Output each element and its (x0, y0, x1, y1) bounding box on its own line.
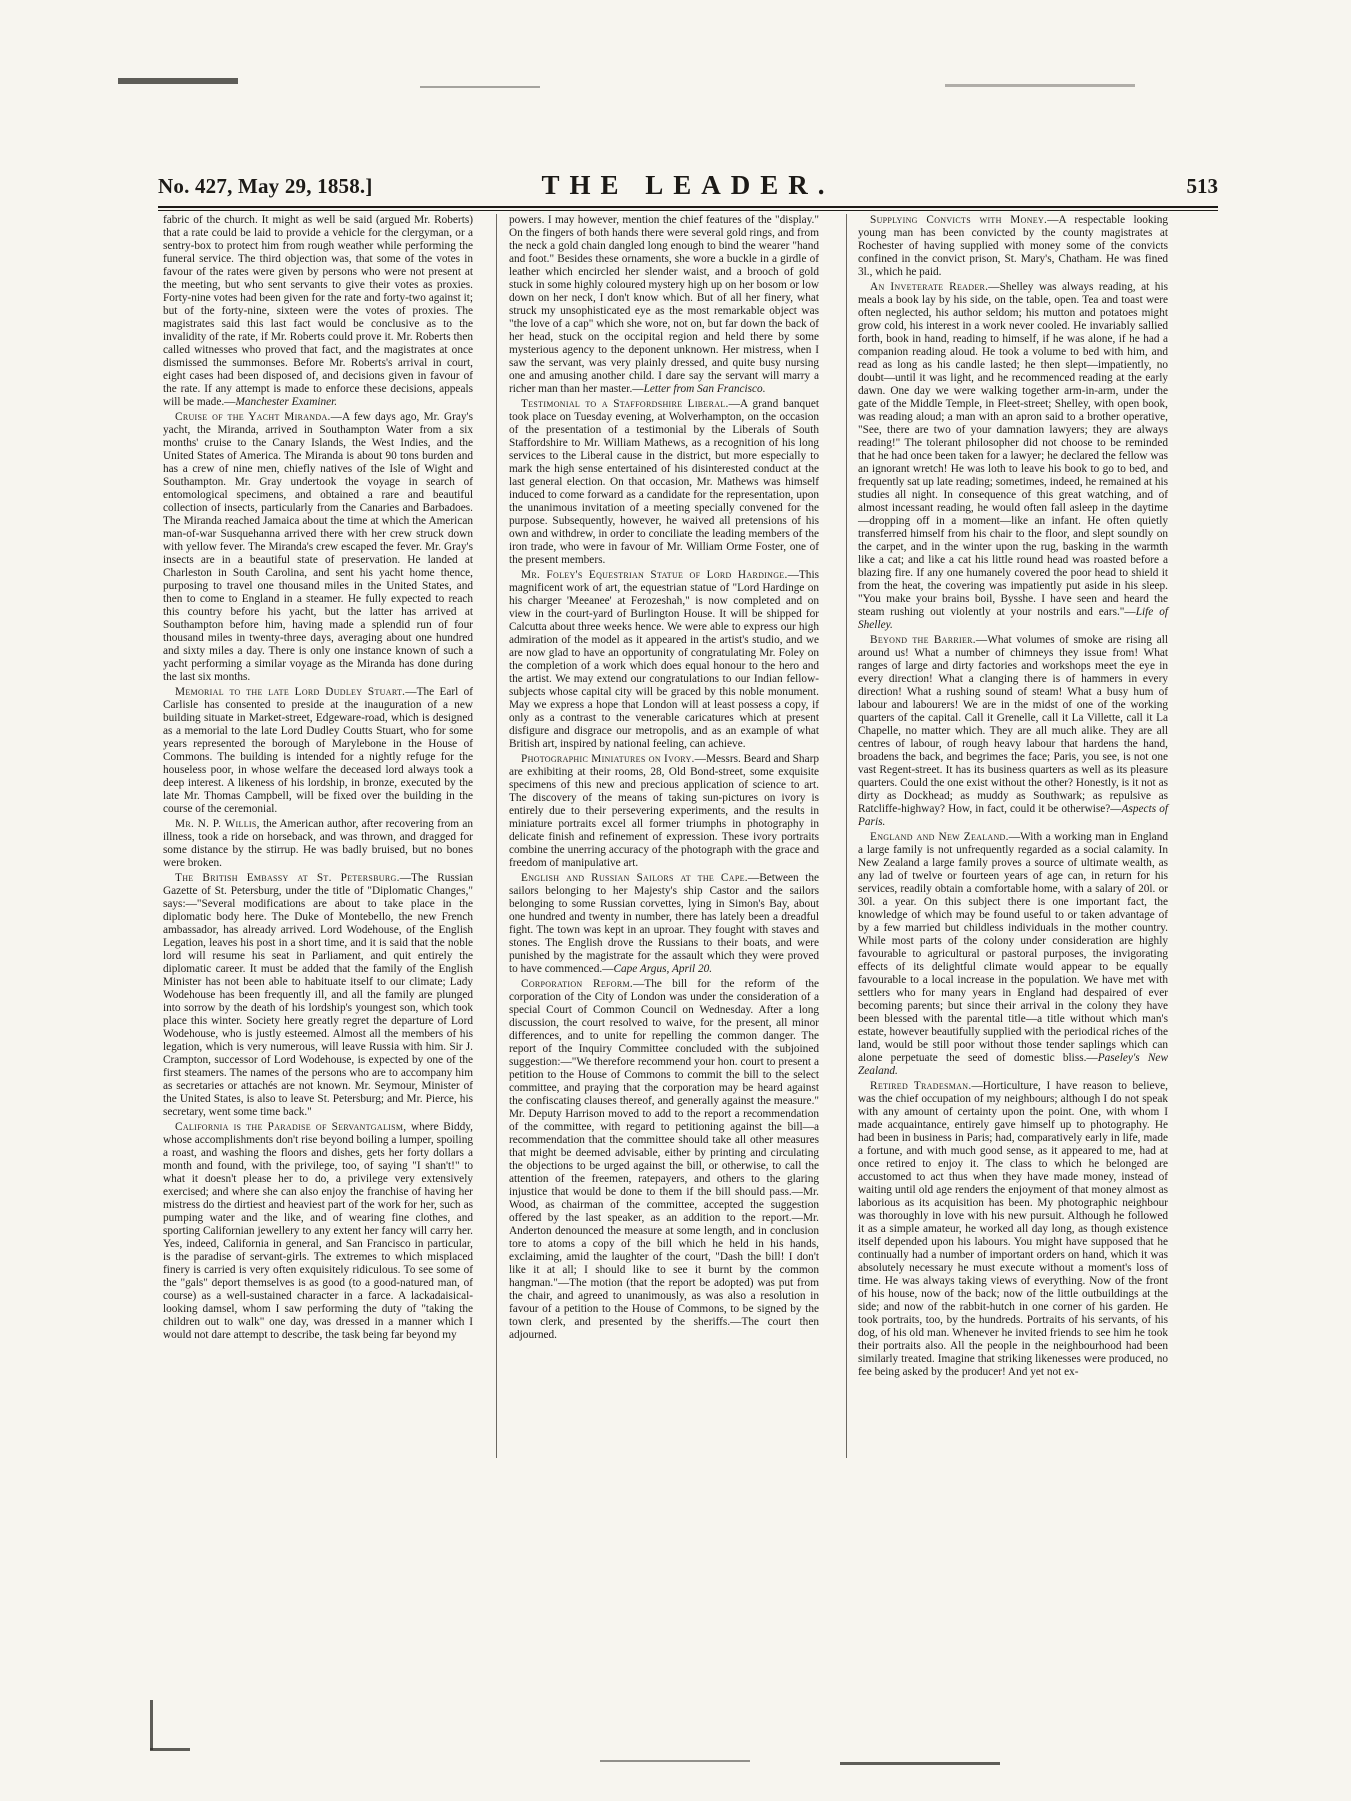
article-paragraph: The British Embassy at St. Petersburg.—The Russian Gazette of St. Petersburg, under the title of "Diplomatic Changes," says:—"Several modifications are about to take place in the diplomatic body here. The Duke of Montebello, the new French ambassador, has already arrived. Lord Wodehouse, of the English Legation, leaves his post in a short time, and it is said that the noble lord will resume his seat in Parliament, and quit entirely the diplomatic career. It must be added that the family of the English Minister has not been able to habituate itself to our climate; Lady Wodehouse has been frequently ill, and all the family are plunged into sorrow by the death of his lordship's youngest son, which took place this winter. Society here greatly regret the departure of Lord Wodehouse, who is justly esteemed. Almost all the members of his legation, which is very numerous, will leave Russia with him. Sir J. Crampton, successor of Lord Wodehouse, is expected by one of the first steamers. The names of the persons who are to accompany him as secretaries or attachés are not known. Mr. Seymour, Minister of the United States, is also to leave St. Petersburg; and Mr. Pierce, his secretary, went some time back." (163, 872, 473, 1118)
article-heading: An Inveterate Reader. (870, 281, 989, 293)
page-number: 513 (1186, 174, 1218, 198)
column-3 (858, 214, 1168, 1381)
article-paragraph: Testimonial to a Staffordshire Liberal.—A grand banquet took place on Tuesday evening, at Wolverhampton, on the occasion of the presentation of a testimonial by the Liberals of South Staffordshire to Mr. William Mathews, as a recognition of his long services to the Liberal cause in the district, but more especially to mark the high sense entertained of his disinterested conduct at the last general election. On that occasion, Mr. Mathews was himself induced to come forward as a candidate for the representation, upon the unanimous invitation of a meeting specially convened for the purpose. Subsequently, however, he waived all pretensions of his own and withdrew, in order to conciliate the leading members of the iron trade, who were in favour of Mr. William Orme Foster, one of the present members. (509, 398, 819, 566)
article-paragraph: Retired Tradesman.—Horticulture, I have reason to believe, was the chief occupation of my neighbours; although I do not speak with any amount of certainty upon the point. One, with whom I made acquaintance, entirely gave himself up to photography. He had been in business in Paris; had, comparatively early in life, made a fortune, and with much good sense, as it appeared to me, had at once retired to enjoy it. The class to which he belonged are accustomed to act thus when they have made money, instead of waiting until old age renders the enjoyment of that money almost as laborious as its acquisition has been. My photographic neighbour was thoroughly in love with his new pursuit. Although he followed it as a simple amateur, he worked all day long, as though existence itself depended upon his labours. You might have supposed that he continually had a number of important orders on hand, which it was absolutely necessary he must execute without a moment's loss of time. He was always taking views of everything. Now of the front of his house, now of the back; now of the little outbuildings at the side; and now of the rabbit-hutch in one corner of his garden. He took portraits, too, by the hundreds. Portraits of his servants, of his dog, of his old man. Whenever he invited friends to see him he took their portraits also. All the people in the neighbourhood had been similarly treated. Imagine that striking likenesses were produced, no fee being asked by the producer! And yet not ex- (858, 1080, 1168, 1378)
article-paragraph: Cruise of the Yacht Miranda.—A few days ago, Mr. Gray's yacht, the Miranda, arrived in Southampton Water from a six months' cruise to the Canary Islands, the West Indies, and the United States of America. The Miranda is about 90 tons burden and has a crew of nine men, chiefly natives of the Isle of Wight and Southampton. Mr. Gray undertook the voyage in search of entomological specimens, and obtained a rare and beautiful collection of insects, particularly from the Canaries and Barbadoes. The Miranda reached Jamaica about the time at which the American man-of-war Susquehanna arrived there with her crew struck down with yellow fever. The Miranda's crew escaped the fever. Mr. Gray's insects are in a beautiful state of preservation. He landed at Charleston in South Carolina, and sent his yacht home thence, purposing to travel one thousand miles in the United States, and then to come to England in a steamer. He fully expected to reach this country before his yacht, but the latter has arrived at Southampton before him, having made a splendid run of four thousand miles in twenty-three days, averaging about one hundred and sixty miles a day. There is only one instance known of such a yacht performing a similar voyage as the Miranda has done during the last six months. (163, 411, 473, 683)
article-paragraph: An Inveterate Reader.—Shelley was always reading, at his meals a book lay by his side, on the table, open. Tea and toast were often neglected, his author seldom; his mutton and potatoes might grow cold, his interest in a work never cooled. He invariably sallied forth, book in hand, reading to himself, if he was alone, if he had a companion reading aloud. He took a volume to bed with him, and read as long as his candle lasted; he then slept—impatiently, no doubt—until it was light, and he recommenced reading at the early dawn. One day we were walking together arm-in-arm, under the gate of the Middle Temple, in Fleet-street; Shelley, with open book, was reading aloud; a man with an apron said to a brother operative, "See, there are two of your damnation lawyers; they are always reading!" The tolerant philosopher did not choose to be reminded that he had once been taken for a lawyer; he declared the fellow was an ignorant wretch! He was loth to leave his book to go to bed, and frequently sat up late reading; sometimes, indeed, he remained at his studies all night. In consequence of this great watching, and of almost incessant reading, he would often fall asleep in the daytime—dropping off in a moment—like an infant. He often quietly transferred himself from his chair to the floor, and slept soundly on the carpet, and in the winter upon the rug, basking in the warmth like a cat; and like a cat his little round head was roasted before a blazing fire. If any one humanely covered the poor head to shield it from the heat, the covering was impatiently put aside in his sleep. "You make your brains boil, Bysshe. I have seen and heard the steam rushing out violently at your nostrils and ears."—Life of Shelley. (858, 281, 1169, 631)
newspaper-title: THE LEADER. (541, 170, 835, 200)
article-heading: Beyond the Barrier. (870, 634, 976, 646)
scan-mark-bottom-left (150, 1700, 153, 1750)
scan-smudge-top-center (420, 86, 540, 88)
masthead (158, 168, 1218, 208)
article-paragraph: Memorial to the late Lord Dudley Stuart.—The Earl of Carlisle has consented to preside at the inauguration of a new building situate in Market-street, Edgeware-road, which is designed as a memorial to the late Lord Dudley Coutts Stuart, who for some years represented the borough of Marylebone in the House of Commons. The building is intended for a nightly refuge for the houseless poor, in whose welfare the deceased lord always took a deep interest. A likeness of his lordship, in bronze, executed by the late Mr. Thomas Campbell, will be fixed over the building in the course of the ceremonial. (163, 686, 473, 815)
article-heading: England and New Zealand. (870, 831, 1009, 843)
article-heading: Mr. Foley's Equestrian Statue of Lord Hardinge. (521, 569, 788, 581)
scan-mark-bottom-left-foot (150, 1748, 190, 1751)
article-paragraph: Mr. N. P. Willis, the American author, after recovering from an illness, took a ride on horseback, and was thrown, and dragged for some distance by the stirrup. He was badly bruised, but no bones were broken. (163, 818, 473, 869)
scan-mark-bottom-center (600, 1760, 750, 1762)
article-paragraph: California is the Paradise of Servantgalism, where Biddy, whose accomplishments don't rise beyond boiling a lumper, spoiling a roast, and washing the floors and dishes, gets her forty dollars a month and found, with the privilege, too, of saying "I shan't!" to what it doesn't please her to do, a privilege very extensively exercised; and where she can also enjoy the franchise of having her mistress do the dirtiest and heaviest part of the work for her, such as pumping water and the like, and of wearing fine clothes, and sporting Californian jewellery to any extent her fancy will carry her. Yes, indeed, California in general, and San Francisco in particular, is the paradise of servant-girls. The extremes to which misplaced finery is carried is very often exquisitely ridiculous. To see some of the "gals" deport themselves is as good (to a good-natured man, of course) as a well-sustained character in a farce. A lackadaisical-looking damsel, whom I saw performing the duty of "taking the children out to walk" one day, was dressed in a manner which I would not dare attempt to describe, the task being far beyond my (163, 1121, 473, 1341)
article-heading: The British Embassy at St. Petersburg. (175, 872, 400, 884)
article-paragraph: fabric of the church. It might as well be said (argued Mr. Roberts) that a rate could be laid to provide a vehicle for the clergyman, or a sentry-box to protect him from rough weather while performing the funeral service. The third objection was, that some of the votes in favour of the rates were given by persons who were not present at the meeting, but who sent servants to give their votes as proxies. Forty-nine votes had been given for the rate and forty-two against it; but of the forty-nine, sixteen were the votes of proxies. The magistrates said this last fact would be conclusive as to the invalidity of the rate, if Mr. Roberts could prove it. Mr. Roberts then called witnesses who proved that fact, and the magistrates at once dismissed the summonses. Before Mr. Roberts's arrival in court, eight cases had been disposed of, and decisions given in favour of the rate. If any attempt is made to enforce these decisions, appeals will be made.—Manchester Examiner. (163, 214, 473, 408)
article-paragraph: English and Russian Sailors at the Cape.—Between the sailors belonging to her Majesty's ship Castor and the sailors belonging to some Russian corvettes, lying in Simon's Bay, about one hundred and twenty in number, there has lately been a dreadful fight. The town was kept in an uproar. They fought with staves and stones. The English drove the Russians to their boats, and were punished by the magistrate for the assault which they were proved to have commenced.—Cape Argus, April 20. (509, 872, 819, 975)
column-1 (163, 214, 473, 1344)
masthead-rule-thin (158, 210, 1218, 211)
article-heading: Testimonial to a Staffordshire Liberal. (521, 398, 729, 410)
article-heading: Corporation Reform. (521, 978, 634, 990)
article-heading: Supplying Convicts with Money. (870, 214, 1048, 226)
scan-mark-bottom-right (840, 1762, 1000, 1765)
article-heading: Cruise of the Yacht Miranda. (175, 411, 331, 423)
article-heading: English and Russian Sailors at the Cape. (521, 872, 748, 884)
article-paragraph: Photographic Miniatures on Ivory.—Messrs. Beard and Sharp are exhibiting at their rooms, 28, Old Bond-street, some exquisite specimens of this new and precious application of science to art. The discovery of the means of taking sun-pictures on ivory is entirely due to their persevering experiments, and the results in miniature portraits excel all former triumphs in photography in delicate finish and refinement of expression. These ivory portraits combine the unerring accuracy of the photograph with the grace and freedom of manipulative art. (509, 753, 819, 869)
scan-smudge-top-right (945, 84, 1135, 87)
column-divider-2 (846, 214, 847, 1458)
article-paragraph: Mr. Foley's Equestrian Statue of Lord Hardinge.—This magnificent work of art, the equestrian statue of "Lord Hardinge on his charger 'Meeanee' at Ferozeshah," is now completed and on view in the court-yard of Burlington House. It will be shipped for Calcutta about three weeks hence. We were able to express our high admiration of the model as it appeared in the artist's studio, and we are now glad to have an opportunity of congratulating Mr. Foley on the completion of a work which does equal honour to the hero and the artist. We may extend our congratulations to our Indian fellow-subjects whose capital city will be graced by this noble monument. May we express a hope that London will at least possess a copy, if only as a contrast to the venerable caricatures which at present disfigure and disgrace our metropolis, and as an example of what British art, inspired by national feeling, can achieve. (509, 569, 819, 750)
column-divider-1 (496, 214, 497, 1458)
masthead-rule-thick (158, 206, 1218, 208)
article-paragraph: Corporation Reform.—The bill for the reform of the corporation of the City of London was under the consideration of a special Court of Common Council on Wednesday. After a long discussion, the court resolved to waive, for the present, all minor differences, and to unite for repelling the common danger. The report of the Inquiry Committee concluded with the subjoined suggestion:—"We therefore recommend your hon. court to present a petition to the House of Commons to commit the bill to the select committee, and praying that the corporation may be heard against the confiscating clauses thereof, and generally against the measure." Mr. Deputy Harrison moved to add to the report a recommendation of the committee, with regard to petitioning against the bill—a recommendation that the committee should take all other measures that might be deemed advisable, either by printing and circulating the objections to be urged against the bill, or otherwise, to call the attention of the freemen, ratepayers, and others to the glaring injustice that would be done to them if the bill should pass.—Mr. Wood, as chairman of the committee, accepted the suggestion offered by the last speaker, as an addition to the report.—Mr. Anderton denounced the measure at some length, and in conclusion tore to atoms a copy of the bill which he held in his hands, exclaiming, amid the laughter of the court, "Dash the bill! I don't like it at all; I should like to see it burnt by the common hangman."—The motion (that the report be adopted) was put from the chair, and agreed to unanimously, as was also a resolution in favour of a petition to the House of Commons, to be signed by the town clerk, and presented by the sheriffs.—The court then adjourned. (509, 978, 820, 1341)
article-heading: Photographic Miniatures on Ivory. (521, 753, 695, 765)
article-heading: Retired Tradesman. (870, 1080, 972, 1092)
article-paragraph: Beyond the Barrier.—What volumes of smoke are rising all around us! What a number of chimneys they issue from! What ranges of large and dirty factories and workshops meet the eye in every direction! What a clanging there is of hammers in every direction! What a rushing sound of steam! What a busy hum of labour and labourers! We are in the midst of one of the working quarters of the capital. Call it Grenelle, call it La Villette, call it La Chapelle, no matter which. They are all much alike. They are all centres of labour, of rough heavy labour that hardens the hand, broadens the back, and begrimes the face; Paris, you see, is not one vast Regent-street. It has its business quarters as well as its pleasure quarters. Could the one exist without the other? Honestly, is it not as dirty as Dockhead; as muddy as Southwark; as repulsive as Ratcliffe-highway? How, in fact, could it be otherwise?—Aspects of Paris. (858, 634, 1168, 828)
article-heading: Mr. N. P. Willis, (175, 818, 260, 830)
article-paragraph: England and New Zealand.—With a working man in England a large family is not unfrequently regarded as a social calamity. In New Zealand a large family proves a source of ultimate wealth, as any lad of twelve or fourteen years of age can, in return for his services, readily obtain a comfortable home, with a salary of 20l. or 30l. a year. On this subject there is one important fact, the knowledge of which may be found useful to or taken advantage of by a few married but childless individuals in the mother country. While most parts of the colony under consideration are highly favourable to agricultural or pastoral purposes, the invigorating effects of its delightful climate would appear to be equally favourable to a local increase in the population. We have met with settlers who for many years in England had despaired of ever becoming parents; but since their arrival in the colony they have been blessed with the parental title—a title without which man's estate, however beautifully supplied with the periodical riches of the land, would be still poor without those tender saplings which can alone perpetuate the seed of domestic bliss.—Paseley's New Zealand. (858, 831, 1168, 1077)
article-paragraph: Supplying Convicts with Money.—A respectable looking young man has been convicted by the county magistrates at Rochester of having supplied with money some of the convicts confined in the convict prison, St. Mary's, Chatham. He was fined 3l., which he paid. (858, 214, 1168, 278)
scan-smudge-top-left (118, 78, 238, 84)
article-paragraph: powers. I may however, mention the chief features of the "display." On the fingers of both hands there were several gold rings, and from the neck a gold chain dangled long enough to bind the wearer "hand and foot." Besides these ornaments, she wore a buckle in a girdle of leather which encircled her slender waist, and a brooch of gold stuck in some highly coloured mystery high up on her bosom or low down on her neck, I don't know which. But of all her finery, what struck my unsophisticated eye as the most remarkable object was "the love of a cap" which she wore, not on, but far down the back of her head, stuck on the occipital region and held there by some mysterious agency to the deponent unknown. Her mistress, when I saw the servant, was very plainly dressed, and quite busy nursing one and amusing another child. I dare say the servant will marry a richer man than her master.—Letter from San Francisco. (509, 214, 819, 395)
article-heading: California is the Paradise of Servantgalism, (175, 1121, 407, 1133)
column-2 (509, 214, 819, 1344)
issue-date: No. 427, May 29, 1858.] (158, 174, 373, 198)
article-heading: Memorial to the late Lord Dudley Stuart. (175, 686, 406, 698)
